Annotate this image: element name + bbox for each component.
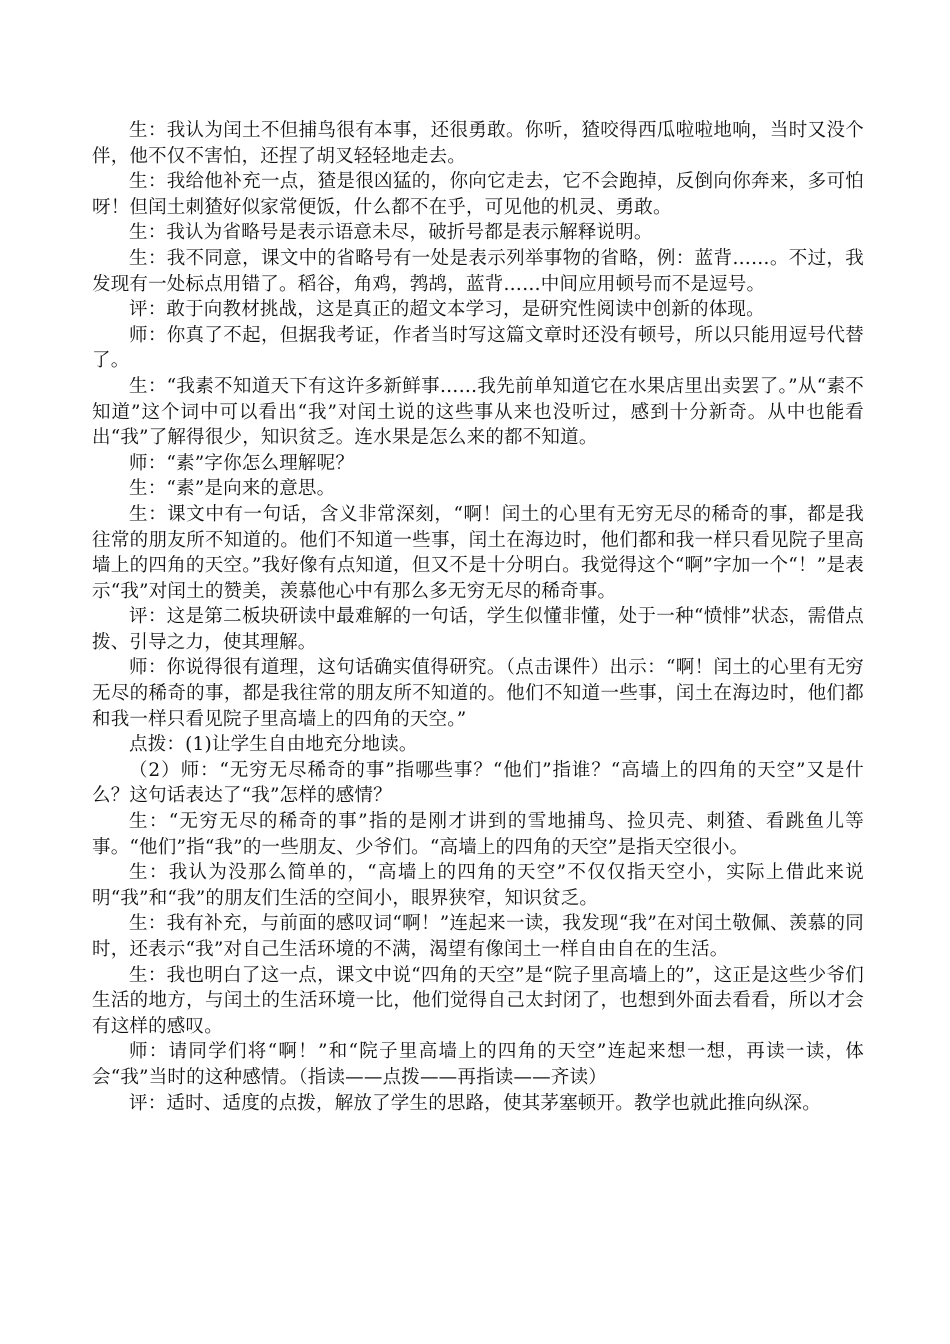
paragraph: 生：我认为闰土不但捕鸟很有本事，还很勇敢。你听，猹咬得西瓜啦啦地响，当时又没个伴，他不仅不害怕，还捏了胡叉轻轻地走去。: [92, 120, 864, 167]
paragraph: 生：“我素不知道天下有这许多新鲜事……我先前单知道它在水果店里出卖罢了。”从“素不知道”这个词中可以看出“我”对闰土说的这些事从来也没听过，感到十分新奇。从中也能看出“我”了解得很少，知识贫乏。连水果是怎么来的都不知道。: [92, 375, 864, 449]
paragraph: 师：请同学们将“啊！”和“院子里高墙上的四角的天空”连起来想一想，再读一读，体会“我”当时的这种感情。（指读——点拨——再指读——齐读）: [92, 1041, 864, 1088]
paragraph: 生：我也明白了这一点，课文中说“四角的天空”是“院子里高墙上的”，这正是这些少爷们生活的地方，与闰土的生活环境一比，他们觉得自己太封闭了，也想到外面去看看，所以才会有这样的感叹。: [92, 964, 864, 1037]
paragraph: （2）师：“无穷无尽稀奇的事”指哪些事？“他们”指谁？“高墙上的四角的天空”又是什么？这句话表达了“我”怎样的感情？: [92, 759, 864, 807]
paragraph: 师：你说得很有道理，这句话确实值得研究。（点击课件）出示：“啊！闰土的心里有无穷无尽的稀奇的事，都是我往常的朋友所不知道的。他们不知道一些事，闰土在海边时，他们都和我一样只看见院子里高墙上的四角的天空。”: [92, 657, 864, 730]
paragraph: 生：我认为没那么简单的，“高墙上的四角的天空”不仅仅指天空小，实际上借此来说明“我”和“我”的朋友们生活的空间小，眼界狭窄，知识贫乏。: [92, 862, 864, 909]
paragraph: 师：你真了不起，但据我考证，作者当时写这篇文章时还没有顿号，所以只能用逗号代替了。: [92, 324, 864, 372]
paragraph: 生：我给他补充一点，猹是很凶猛的，你向它走去，它不会跑掉，反倒向你奔来，多可怕呀！但闰土刺猹好似家常便饭，什么都不在乎，可见他的机灵、勇敢。: [92, 171, 864, 218]
paragraph: 点拨：(1)让学生自由地充分地读。: [129, 734, 418, 756]
paragraph: 评：这是第二板块研读中最难解的一句话，学生似懂非懂，处于一种“愤悱”状态，需借点拨、引导之力，使其理解。: [92, 606, 864, 653]
paragraph: 生：我不同意，课文中的省略号有一处是表示列举事物的省略，例：蓝背……。不过，我发现有一处标点用错了。稻谷，角鸡，鹁鸪，蓝背……中间应用顿号而不是逗号。: [92, 247, 864, 295]
paragraph: 生：我有补充，与前面的感叹词“啊！”连起来一读，我发现“我”在对闰土敬佩、羡慕的同时，还表示“我”对自己生活环境的不满，渴望有像闰土一样自由自在的生活。: [92, 913, 864, 960]
paragraph: 生：“素”是向来的意思。: [129, 478, 336, 500]
document-body: [92, 118, 864, 1116]
paragraph: 师：“素”字你怎么理解呢？: [129, 452, 355, 474]
paragraph: 评：适时、适度的点拨，解放了学生的思路，使其茅塞顿开。教学也就此推向纵深。: [129, 1092, 821, 1114]
paragraph: 生：课文中有一句话，含义非常深刻，“啊！闰土的心里有无穷无尽的稀奇的事，都是我往常的朋友所不知道的。他们不知道一些事，闰土在海边时，他们都和我一样只看见院子里高墙上的四角的天空。”我好像有点知道，但又不是十分明白。我觉得这个“啊”字加一个“！”是表示“我”对闰土的赞美，羡慕他心中有那么多无穷无尽的稀奇事。: [92, 503, 864, 602]
paragraph: 生：“无穷无尽的稀奇的事”指的是刚才讲到的雪地捕鸟、捡贝壳、刺猹、看跳鱼儿等事。“他们”指“我”的一些朋友、少爷们。“高墙上的四角的天空”是指天空很小。: [92, 811, 864, 858]
paragraph: 评：敢于向教材挑战，这是真正的超文本学习，是研究性阅读中创新的体现。: [129, 299, 765, 321]
paragraph: 生：我认为省略号是表示语意未尽，破折号都是表示解释说明。: [129, 222, 653, 244]
